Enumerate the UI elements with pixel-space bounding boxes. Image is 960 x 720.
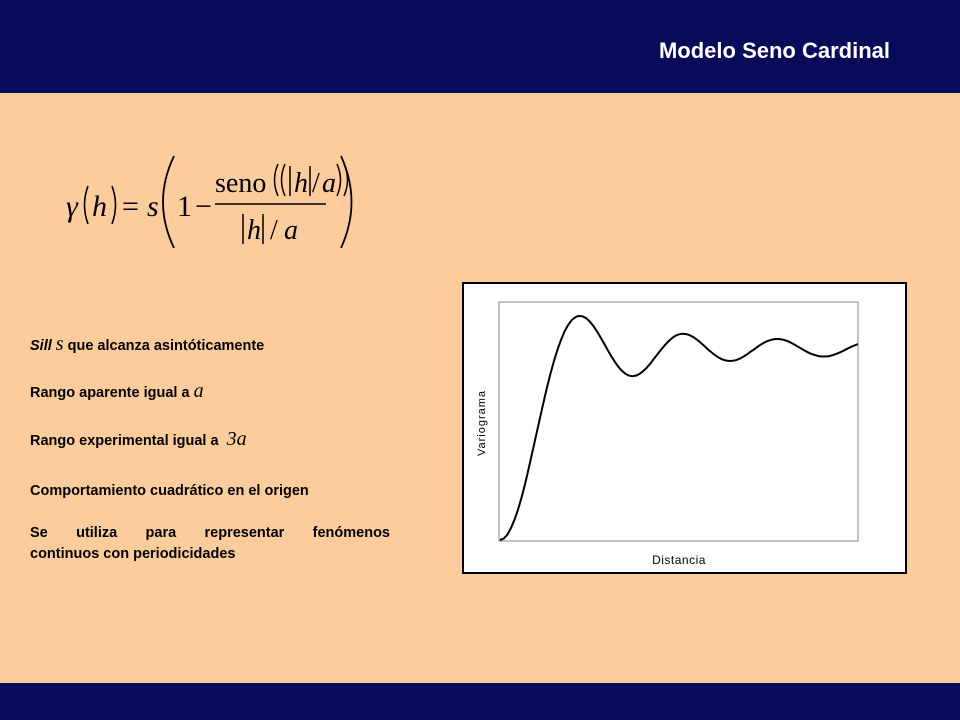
formula-seno: seno [215, 168, 267, 199]
formula-s: s [147, 190, 159, 223]
rango-aparente-label: Rango aparente igual a [30, 385, 194, 401]
periodicidad-line-1: Se utiliza para representar fenómenos [30, 525, 390, 541]
formula-equals: = [122, 190, 139, 223]
formula-a: a [284, 215, 298, 246]
slide-title: Modelo Seno Cardinal [658, 38, 890, 63]
formula-minus: − [195, 190, 212, 223]
sill-suffix: que alcanza asintóticamente [67, 338, 265, 354]
x-axis-label: Distancia [652, 553, 706, 567]
formula-paren [112, 186, 116, 224]
formula-paren [282, 164, 286, 196]
rango-experimental-label: Rango experimental igual a [30, 433, 223, 449]
sill-prefix: Sill [30, 338, 56, 354]
variogram-curve [500, 316, 858, 540]
comportamiento-text: Comportamiento cuadrático en el origen [30, 483, 309, 499]
formula-paren [341, 156, 352, 248]
variogram-chart-svg [464, 284, 905, 572]
rango-experimental-variable: 3a [226, 428, 247, 450]
formula-h: h [294, 168, 308, 199]
formula-paren [337, 164, 341, 196]
formula-slash: / [312, 168, 320, 199]
formula-paren [275, 164, 279, 196]
formula-h: h [92, 190, 107, 223]
formula-paren [85, 186, 89, 224]
plot-area-frame [499, 302, 858, 541]
formula-slash: / [270, 215, 278, 246]
rango-aparente-text [30, 380, 204, 403]
sill-variable: s [55, 333, 64, 355]
rango-aparente-variable: a [193, 380, 204, 402]
periodicidad-text [30, 523, 390, 565]
variogram-chart [462, 282, 907, 574]
footer-bar [0, 683, 960, 720]
formula-h: h [247, 215, 261, 246]
formula-one: 1 [177, 190, 192, 223]
rango-experimental-text [30, 428, 247, 451]
formula-gamma: γ [66, 190, 78, 223]
formula-a: a [322, 168, 336, 199]
periodicidad-line-2: continuos con periodicidades [30, 546, 236, 562]
formula-paren [163, 156, 174, 248]
y-axis-label: Variograma [476, 389, 488, 457]
sill-text [30, 333, 264, 356]
sinc-variogram-formula [60, 150, 360, 255]
